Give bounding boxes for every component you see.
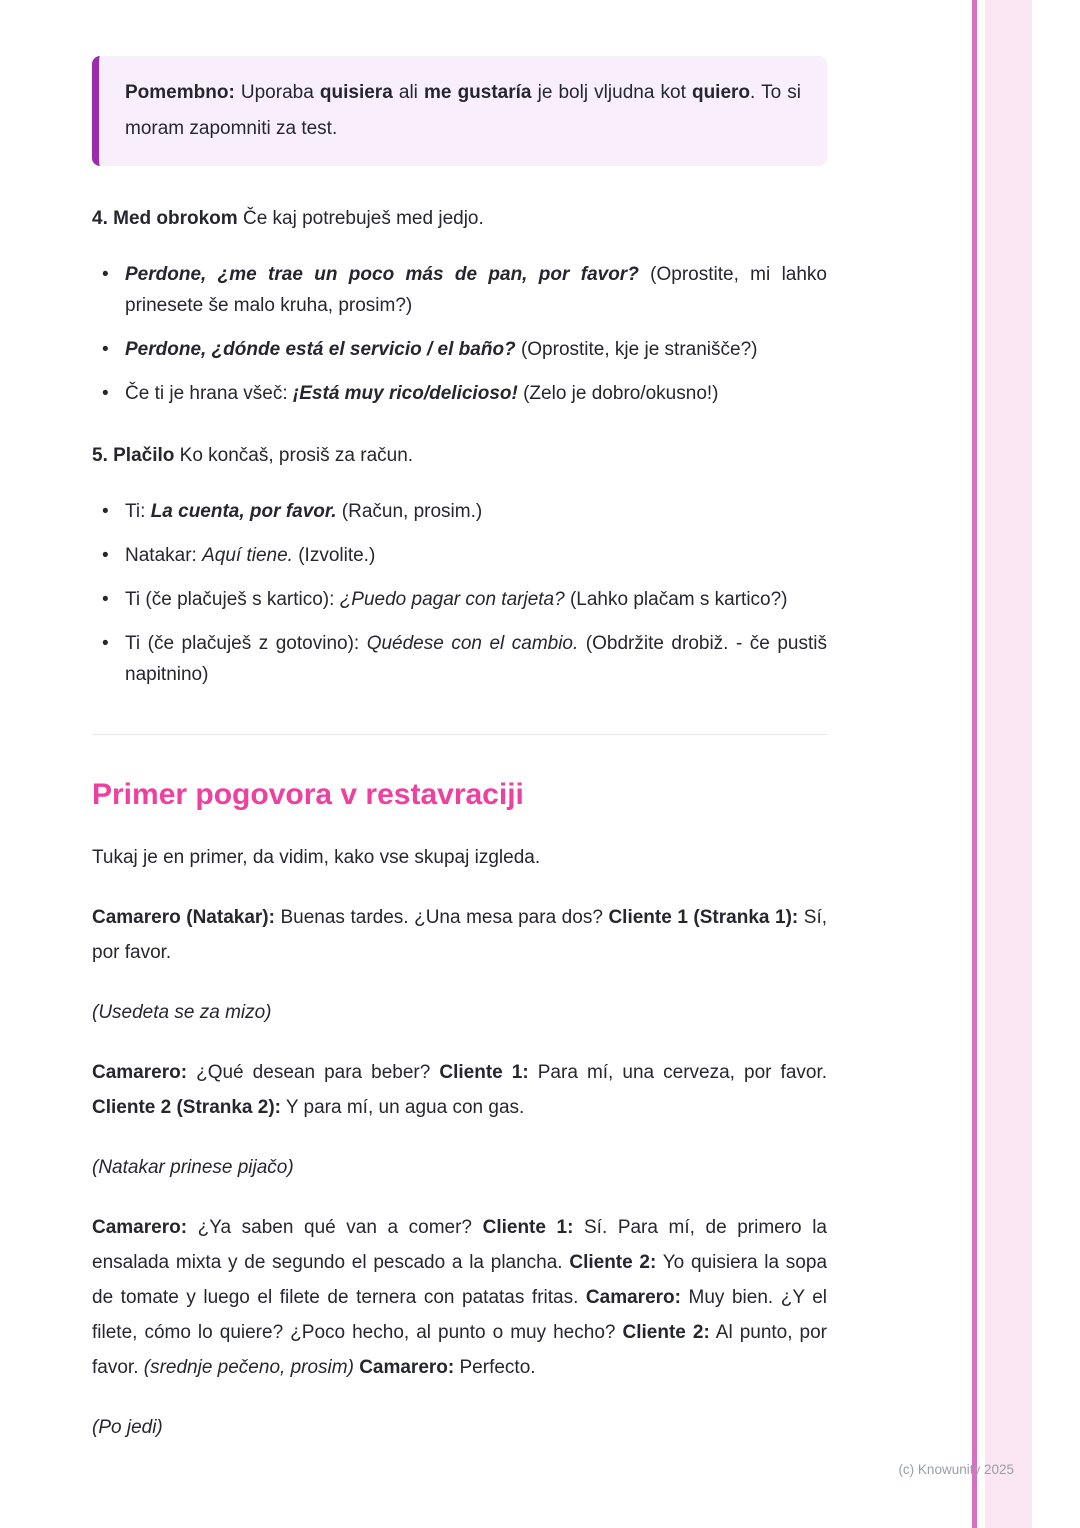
text-run: Quédese con el cambio.	[366, 633, 579, 654]
list-item	[92, 378, 827, 409]
text-run: (Izvolite.)	[292, 545, 376, 566]
text-run: Perfecto.	[454, 1357, 536, 1378]
page-edge-line	[972, 0, 977, 1528]
text-run: Camarero:	[359, 1357, 455, 1378]
text-run: Yo quisiera la sopa de tomate y luego el filete de ternera con patatas fritas.	[92, 1252, 828, 1308]
text-run: ¡Está muy rico/delicioso!	[292, 383, 518, 404]
text-run: Sí, por favor.	[92, 907, 828, 963]
text-run: Y para mí, un agua con gas.	[281, 1097, 525, 1118]
section-divider	[92, 734, 827, 735]
text-run: Cliente 2:	[569, 1252, 657, 1273]
text-run: ¿Puedo pagar con tarjeta?	[339, 589, 565, 610]
text-run: quiero	[691, 82, 751, 103]
text-run: (Obdržite drobiž. - če pustiš napitnino)	[125, 633, 827, 685]
text-run: Natakar:	[125, 545, 203, 566]
text-run: quisiera	[319, 82, 393, 103]
text-run: . To si moram zapomniti za test.	[125, 82, 801, 139]
text-run: (Oprostite, mi lahko prinesete še malo kruha, prosim?)	[125, 264, 827, 316]
list-item	[92, 496, 827, 527]
list-item	[92, 259, 827, 321]
text-run: La cuenta, por favor.	[150, 501, 337, 522]
text-run: Para mí, una cerveza, por favor.	[528, 1062, 828, 1083]
text-run: Sí. Para mí, de primero la ensalada mixta y de segundo el pescado a la plancha.	[92, 1217, 827, 1273]
text-run: Muy bien. ¿Y el filete, cómo lo quiere? ¿Poco hecho, al punto o muy hecho?	[92, 1287, 827, 1343]
text-run: ¿Qué desean para beber?	[187, 1062, 440, 1083]
section-5-intro	[92, 439, 827, 472]
text-run: (Račun, prosim.)	[336, 501, 483, 522]
text-run: Camarero:	[92, 1062, 188, 1083]
text-run: (Lahko plačam s kartico?)	[564, 589, 788, 610]
dialog-paragraph-1	[92, 900, 827, 970]
text-run: (Oprostite, kje je stranišče?)	[515, 339, 758, 360]
dialog-intro: Tukaj je en primer, da vidim, kako vse skupaj izgleda.	[92, 847, 541, 868]
list-item	[92, 628, 827, 690]
text-run: Uporaba	[240, 82, 320, 103]
text-run: Cliente 2 (Stranka 2):	[92, 1097, 281, 1118]
stage-direction-3: (Po jedi)	[92, 1417, 163, 1438]
text-run: (Zelo je dobro/okusno!)	[517, 383, 719, 404]
text-run: Camarero:	[585, 1287, 681, 1308]
section-4-intro	[92, 202, 827, 235]
text-run: Al punto, por favor.	[92, 1322, 828, 1378]
text-run: Ti (če plačuješ z gotovino):	[125, 633, 367, 654]
text-run: ali	[392, 82, 424, 103]
list-item	[92, 540, 827, 571]
text-run: Ko končaš, prosiš za račun.	[174, 445, 414, 466]
text-run: Cliente 1:	[439, 1062, 529, 1083]
text-run: Ti:	[125, 501, 151, 522]
text-run: 4. Med obrokom	[92, 208, 238, 229]
text-run: 5. Plačilo	[92, 445, 175, 466]
text-run: Če kaj potrebuješ med jedjo.	[237, 208, 484, 229]
text-run: Cliente 2:	[622, 1322, 710, 1343]
callout-text	[125, 75, 801, 147]
stage-direction-1: (Usedeta se za mizo)	[92, 1002, 272, 1023]
text-run: Ti (če plačuješ s kartico):	[125, 589, 340, 610]
text-run: me gustaría	[424, 82, 532, 103]
list-item	[92, 334, 827, 365]
text-run: Camarero (Natakar):	[92, 907, 275, 928]
dialog-paragraph-3	[92, 1210, 827, 1385]
text-run: je bolj vljudna kot	[531, 82, 692, 103]
copyright-watermark: (c) Knowunity 2025	[898, 1462, 1014, 1477]
important-callout	[92, 56, 827, 166]
text-run: Perdone, ¿me trae un poco más de pan, por favor?	[125, 264, 639, 285]
text-run: Če ti je hrana všeč:	[125, 383, 293, 404]
stage-direction-2: (Natakar prinese pijačo)	[92, 1157, 294, 1178]
text-run: ¿Ya saben qué van a comer?	[187, 1217, 483, 1238]
text-run: Aquí tiene.	[202, 545, 293, 566]
text-run: (srednje pečeno, prosim)	[143, 1357, 354, 1378]
text-run: Perdone, ¿dónde está el servicio / el baño?	[125, 339, 516, 360]
section-5-list	[92, 496, 827, 690]
text-run: Cliente 1 (Stranka 1):	[608, 907, 799, 928]
dialog-paragraph-2	[92, 1055, 827, 1125]
page-edge-band	[985, 0, 1032, 1528]
text-run: Camarero:	[92, 1217, 188, 1238]
text-run: Pomembno:	[125, 82, 241, 103]
notes-content	[92, 56, 827, 1470]
list-item	[92, 584, 827, 615]
text-run: Buenas tardes. ¿Una mesa para dos?	[274, 907, 609, 928]
section-4-list	[92, 259, 827, 409]
dialog-section-heading: Primer pogovora v restavraciji	[92, 778, 524, 811]
text-run: Cliente 1:	[482, 1217, 574, 1238]
